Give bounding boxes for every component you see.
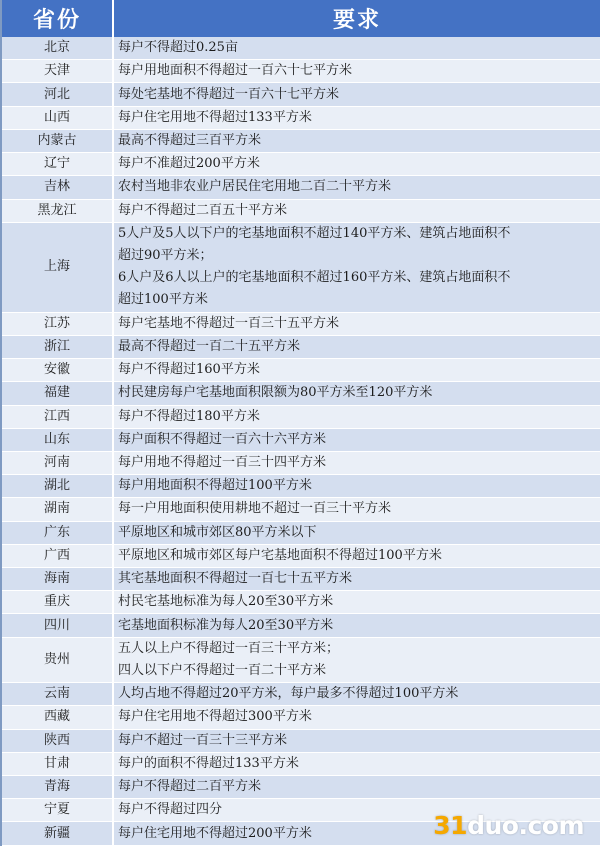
- requirement-text: 每户不得超过0.25亩: [118, 40, 238, 56]
- site-watermark-logo: [433, 811, 584, 840]
- province-cell: 吉林: [1, 176, 113, 199]
- requirement-cell: [113, 451, 600, 474]
- table-row: [1, 359, 600, 382]
- province-cell: 北京: [1, 37, 113, 60]
- table-row: [1, 568, 600, 591]
- requirement-cell: [113, 312, 600, 335]
- table-row: [1, 153, 600, 176]
- province-cell: 内蒙古: [1, 129, 113, 152]
- requirement-text: 最高不得超过三百平方米: [118, 132, 262, 148]
- province-cell: 陕西: [1, 729, 113, 752]
- table-row: [1, 637, 600, 682]
- requirement-text: 平原地区和城市郊区每户宅基地面积不得超过100平方米: [118, 547, 442, 563]
- watermark-digits: 31: [433, 811, 468, 840]
- table-row: [1, 428, 600, 451]
- requirement-text: 每户用地面积不得超过100平方米: [118, 478, 312, 494]
- table-row: [1, 199, 600, 222]
- table-header-row: [1, 0, 600, 37]
- requirement-text: 超过90平方米；: [118, 248, 213, 264]
- province-cell: 广东: [1, 521, 113, 544]
- province-cell: 湖北: [1, 475, 113, 498]
- table-row: [1, 729, 600, 752]
- requirement-cell: [113, 776, 600, 799]
- requirement-text: 每户住宅用地不得超过300平方米: [118, 709, 312, 725]
- requirement-text: 每户不得超过四分: [118, 802, 223, 818]
- requirement-column-header: 要求: [113, 0, 600, 37]
- province-cell: 贵州: [1, 637, 113, 682]
- province-cell: 上海: [1, 222, 113, 312]
- table-row: [1, 222, 600, 312]
- requirement-text: 每处宅基地不得超过一百六十七平方米: [118, 86, 340, 102]
- requirement-cell: [113, 637, 600, 682]
- table-row: [1, 614, 600, 637]
- requirement-text: 四人以下户不得超过一百二十平方米: [118, 662, 327, 678]
- requirement-cell: [113, 706, 600, 729]
- province-cell: 甘肃: [1, 752, 113, 775]
- requirement-text: 每户用地面积不得超过一百六十七平方米: [118, 63, 353, 79]
- table-row: [1, 752, 600, 775]
- requirement-text: 每户用地不得超过一百三十四平方米: [118, 455, 327, 471]
- requirement-text: 每户不得超过160平方米: [118, 362, 260, 378]
- requirement-text: 每户宅基地不得超过一百三十五平方米: [118, 315, 340, 331]
- table-row: [1, 706, 600, 729]
- requirement-cell: [113, 106, 600, 129]
- requirement-text: 5人户及5人以下户的宅基地面积不超过140平方米、建筑占地面积不: [118, 226, 511, 242]
- province-cell: 山西: [1, 106, 113, 129]
- requirement-text: 每户住宅用地不得超过200平方米: [118, 825, 312, 841]
- province-cell: 河南: [1, 451, 113, 474]
- requirement-text: 村民宅基地标准为每人20至30平方米: [118, 594, 334, 610]
- table-row: [1, 176, 600, 199]
- requirement-text: 每户不超过一百三十三平方米: [118, 732, 288, 748]
- watermark-domain: duo.com: [467, 811, 584, 840]
- table-row: [1, 37, 600, 60]
- province-cell: 浙江: [1, 335, 113, 358]
- requirement-cell: [113, 521, 600, 544]
- province-cell: 黑龙江: [1, 199, 113, 222]
- table-row: [1, 498, 600, 521]
- requirement-cell: [113, 428, 600, 451]
- province-cell: 安徽: [1, 359, 113, 382]
- table-row: [1, 521, 600, 544]
- requirement-text: 每户的面积不得超过133平方米: [118, 755, 299, 771]
- table-row: [1, 591, 600, 614]
- table-row: [1, 544, 600, 567]
- province-cell: 天津: [1, 60, 113, 83]
- requirement-text: 平原地区和城市郊区80平方米以下: [118, 524, 317, 540]
- requirement-cell: [113, 544, 600, 567]
- requirement-text: 村民建房每户宅基地面积限额为80平方米至120平方米: [118, 385, 433, 401]
- requirement-cell: [113, 382, 600, 405]
- requirement-cell: [113, 568, 600, 591]
- requirement-cell: [113, 752, 600, 775]
- requirement-cell: [113, 405, 600, 428]
- province-cell: 重庆: [1, 591, 113, 614]
- requirement-text: 超过100平方米: [118, 292, 208, 308]
- requirement-cell: [113, 199, 600, 222]
- province-cell: 江西: [1, 405, 113, 428]
- requirement-text: 每户住宅用地不得超过133平方米: [118, 109, 312, 125]
- requirement-cell: [113, 729, 600, 752]
- requirement-text: 宅基地面积标准为每人20至30平方米: [118, 617, 334, 633]
- requirement-cell: [113, 37, 600, 60]
- province-cell: 山东: [1, 428, 113, 451]
- requirement-cell: [113, 222, 600, 312]
- table-row: [1, 382, 600, 405]
- table-row: [1, 106, 600, 129]
- requirement-text: 其宅基地面积不得超过一百七十五平方米: [118, 571, 353, 587]
- requirement-cell: [113, 335, 600, 358]
- province-cell: 新疆: [1, 822, 113, 846]
- requirement-cell: [113, 475, 600, 498]
- requirement-cell: [113, 176, 600, 199]
- province-cell: 广西: [1, 544, 113, 567]
- table-row: [1, 776, 600, 799]
- table-row: [1, 405, 600, 428]
- province-cell: 河北: [1, 83, 113, 106]
- table-row: [1, 60, 600, 83]
- table-row: [1, 451, 600, 474]
- requirement-cell: [113, 591, 600, 614]
- table-row: [1, 312, 600, 335]
- requirement-text: 每一户用地面积使用耕地不超过一百三十平方米: [118, 501, 392, 517]
- province-cell: 宁夏: [1, 799, 113, 822]
- requirement-cell: [113, 153, 600, 176]
- province-cell: 海南: [1, 568, 113, 591]
- requirement-text: 每户不准超过200平方米: [118, 156, 260, 172]
- province-cell: 西藏: [1, 706, 113, 729]
- requirement-text: 最高不得超过一百二十五平方米: [118, 338, 301, 354]
- table-row: [1, 129, 600, 152]
- requirement-text: 每户不得超过二百五十平方米: [118, 202, 288, 218]
- province-cell: 湖南: [1, 498, 113, 521]
- requirement-text: 6人户及6人以上户的宅基地面积不超过160平方米、建筑占地面积不: [118, 270, 511, 286]
- requirement-text: 每户面积不得超过一百六十六平方米: [118, 431, 327, 447]
- province-cell: 福建: [1, 382, 113, 405]
- table-row: [1, 83, 600, 106]
- requirement-cell: [113, 60, 600, 83]
- requirement-text: 五人以上户不得超过一百三十平方米；: [118, 640, 340, 656]
- province-cell: 四川: [1, 614, 113, 637]
- requirement-cell: [113, 683, 600, 706]
- province-column-header: 省份: [1, 0, 113, 37]
- requirement-cell: [113, 129, 600, 152]
- province-cell: 云南: [1, 683, 113, 706]
- requirement-text: 农村当地非农业户居民住宅用地二百二十平方米: [118, 179, 392, 195]
- requirement-cell: [113, 498, 600, 521]
- table-row: [1, 475, 600, 498]
- requirement-text: 每户不得超过180平方米: [118, 408, 260, 424]
- requirement-text: 每户不得超过二百平方米: [118, 779, 262, 795]
- province-cell: 辽宁: [1, 153, 113, 176]
- requirement-cell: [113, 614, 600, 637]
- province-cell: 青海: [1, 776, 113, 799]
- requirement-text: 人均占地不得超过20平方米，每户最多不得超过100平方米: [118, 686, 459, 702]
- table-row: [1, 335, 600, 358]
- requirement-cell: [113, 359, 600, 382]
- table-row: [1, 683, 600, 706]
- requirement-cell: [113, 83, 600, 106]
- table-body: [1, 37, 600, 846]
- province-cell: 江苏: [1, 312, 113, 335]
